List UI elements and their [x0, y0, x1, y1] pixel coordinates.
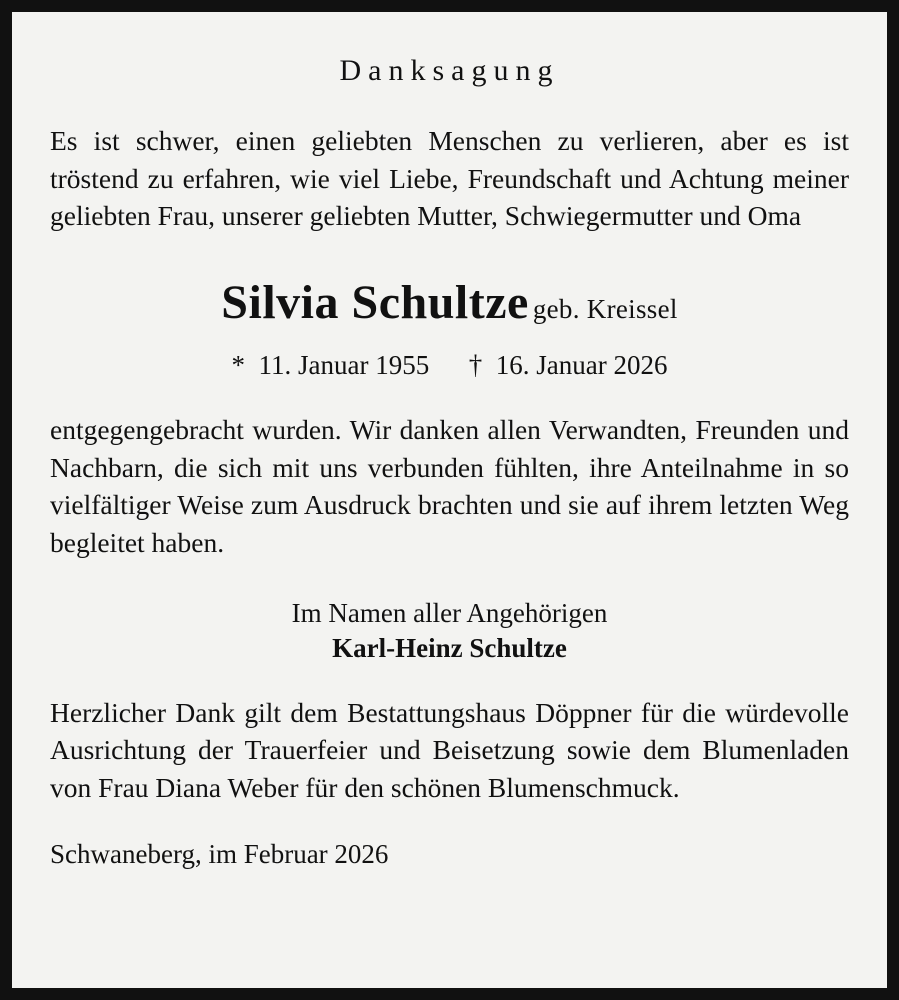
death-date: 16. Januar 2026: [495, 350, 668, 381]
behalf-line: Im Namen aller Angehörigen: [291, 597, 608, 628]
deceased-maiden-name: geb. Kreissel: [532, 294, 678, 325]
bottom-spacer: [50, 870, 849, 968]
behalf-name: Karl-Heinz Schultze: [332, 632, 567, 663]
deceased-name: Silvia Schultze: [221, 276, 529, 330]
body-paragraph: entgegengebracht wurden. Wir danken allen Verwandten, Freunden und Nachbarn, die sich mit uns verbunden fühlten, ihre Anteilnahme in so vielfältiger Weise zum Ausdruck brachten und sie auf ihrem letzten Weg begleitet haben.: [50, 414, 849, 559]
life-dates: [50, 350, 849, 381]
birth-date: 11. Januar 1955: [258, 350, 430, 381]
spacer: [50, 664, 849, 694]
birth-symbol: *: [231, 350, 246, 381]
location-date: Schwaneberg, im Februar 2026: [50, 838, 389, 869]
death-symbol: †: [468, 350, 483, 381]
thanks-paragraph: Herzlicher Dank gilt dem Bestattungshaus Döppner für die würdevolle Ausrichtung der Trauerfeier und Beisetzung sowie dem Blumenladen von Frau Diana Weber für den schönen Blumenschmuck.: [50, 696, 849, 804]
deceased-name-block: [50, 275, 849, 330]
intro-paragraph: Es ist schwer, einen geliebten Menschen zu verlieren, aber es ist tröstend zu erfahren, wie viel Liebe, Freundschaft und Achtung meiner geliebten Frau, unserer geliebten Mutter, Schwiegermutter und Oma: [50, 125, 849, 232]
page-title: Danksagung: [339, 54, 560, 87]
